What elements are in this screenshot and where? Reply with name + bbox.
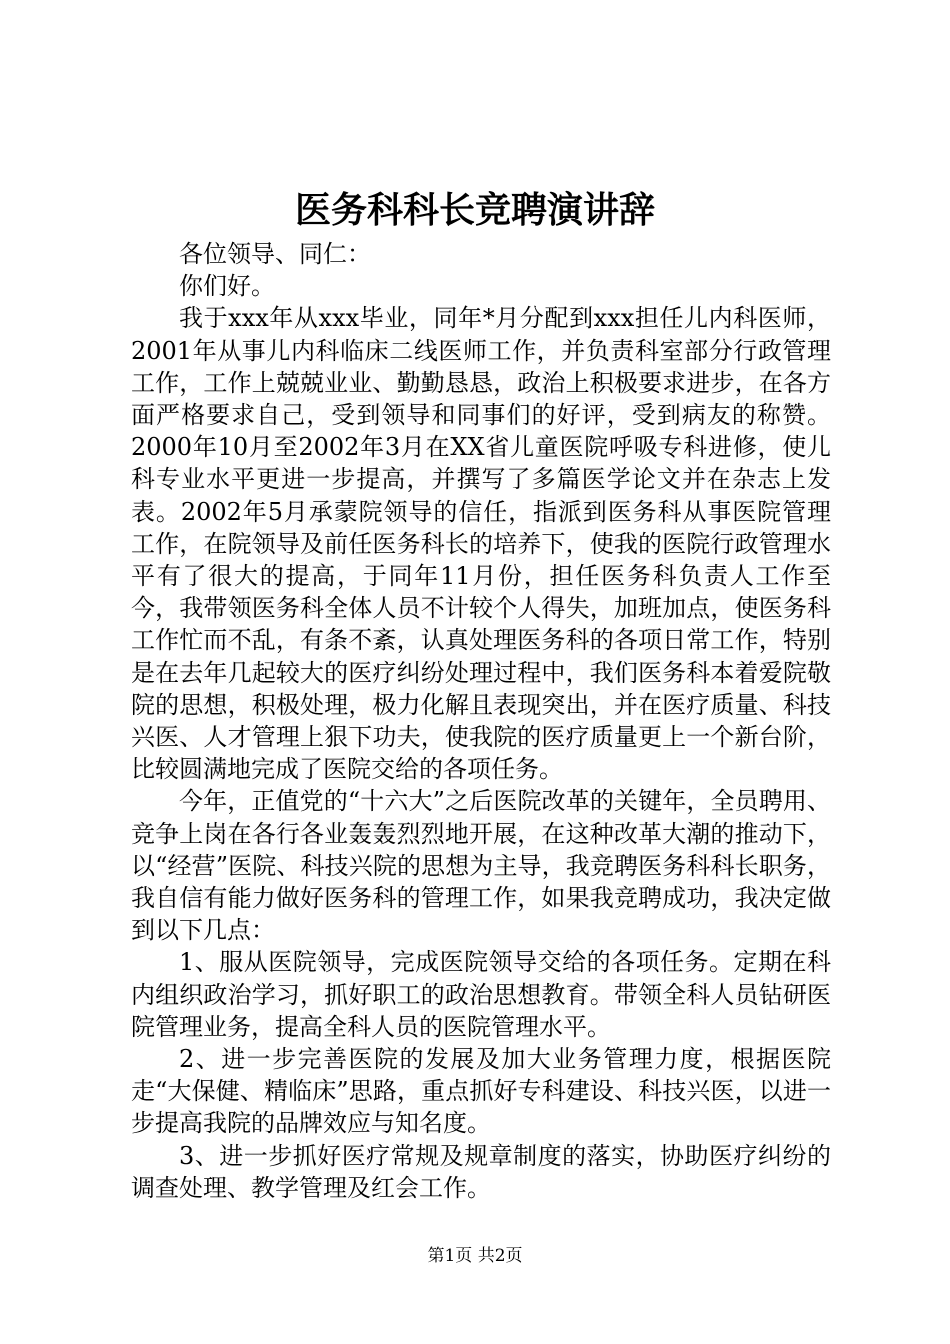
paragraph-background: 我于xxx年从xxx毕业，同年*月分配到xxx担任儿内科医师，2001年从事儿内科临床二线医师工作，并负责科室部分行政管理工作，工作上兢兢业业、勤勤恳恳，政治上积极要求进步，在各方面严格要求自己，受到领导和同事们的好评，受到病友的称赞。2000年10月至2002年3月在XX省儿童医院呼吸专科进修，使儿科专业水平更进一步提高，并撰写了多篇医学论文并在杂志上发表。2002年5月承蒙院领导的信任，指派到医务科从事医院管理工作，在院领导及前任医务科长的培养下，使我的医院行政管理水平有了很大的提高，于同年11月份，担任医务科负责人工作至今，我带领医务科全体人员不计较个人得失，加班加点，使医务科工作忙而不乱，有条不紊，认真处理医务科的各项日常工作，特别是在去年几起较大的医疗纠纷处理过程中，我们医务科本着爱院敬院的思想，积极处理，极力化解且表现突出，并在医疗质量、科技兴医、人才管理上狠下功夫，使我院的医疗质量更上一个新台阶，比较圆满地完成了医院交给的各项任务。 xyxy=(131,304,831,784)
paragraph-motivation: 今年，正值党的“十六大”之后医院改革的关键年，全员聘用、竞争上岗在各行各业轰轰烈烈地开展，在这种改革大潮的推动下，以“经营”医院、科技兴院的思想为主导，我竞聘医务科科长职务，我自信有能力做好医务科的管理工作，如果我竞聘成功，我决定做到以下几点： xyxy=(131,787,831,945)
document-body xyxy=(131,238,831,1204)
paragraph-point-1: 1、服从医院领导，完成医院领导交给的各项任务。定期在科内组织政治学习，抓好职工的政治思想教育。带领全科人员钻研医院管理业务，提高全科人员的医院管理水平。 xyxy=(131,948,831,1041)
page-footer: 第1页 共2页 xyxy=(427,1246,523,1266)
greeting: 你们好。 xyxy=(179,272,275,301)
paragraph-point-2: 2、进一步完善医院的发展及加大业务管理力度，根据医院走“大保健、精临床”思路，重点抓好专科建设、科技兴医，以进一步提高我院的品牌效应与知名度。 xyxy=(131,1045,831,1138)
paragraph-point-3: 3、进一步抓好医疗常规及规章制度的落实，协助医疗纠纷的调查处理、教学管理及红会工作。 xyxy=(131,1141,831,1202)
salutation: 各位领导、同仁： xyxy=(179,240,371,268)
document-title: 医务科科长竞聘演讲辞 xyxy=(294,189,655,231)
